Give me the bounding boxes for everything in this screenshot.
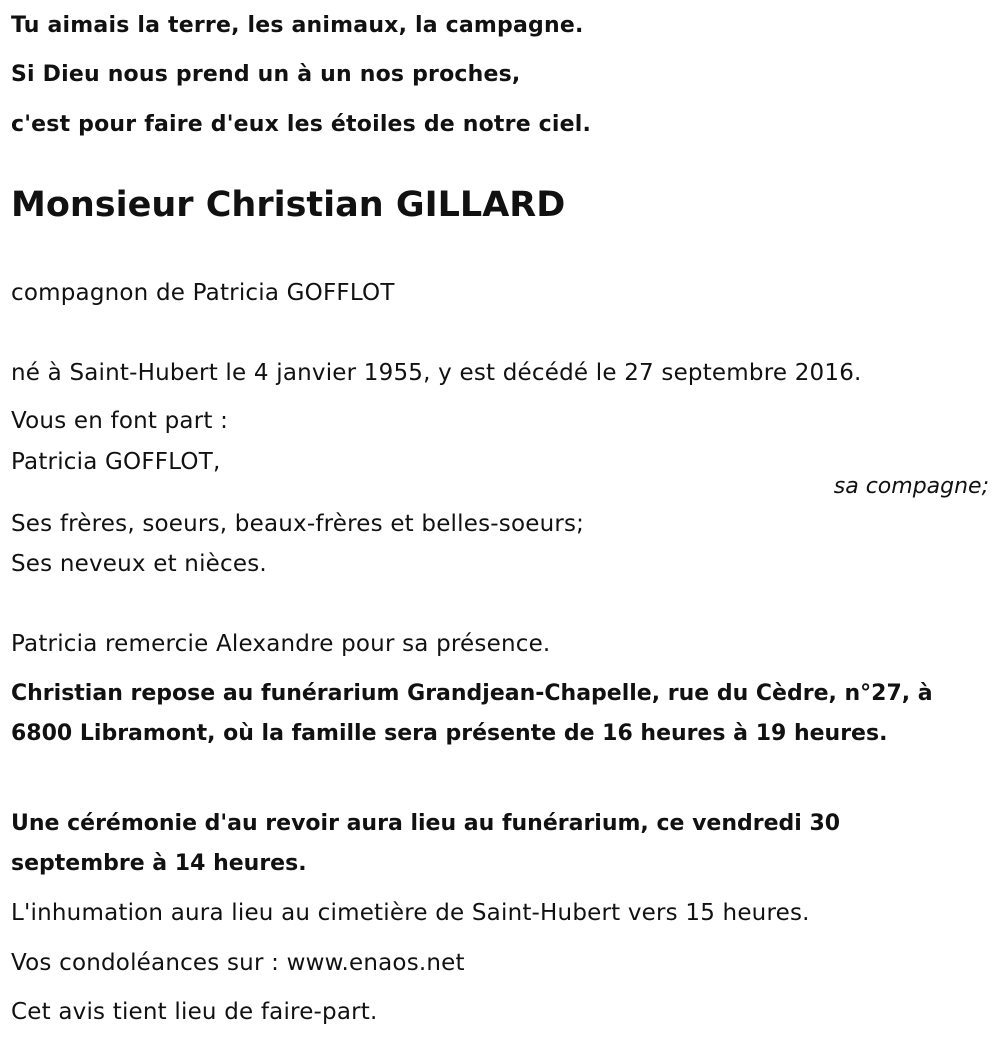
burial-details: L'inhumation aura lieu au cimetière de Saint-Hubert vers 15 heures. [11, 900, 810, 926]
condolences-text: Vos condoléances sur : www.enaos.net [11, 950, 465, 976]
poem-line-3: c'est pour faire d'eux les étoiles de notre ciel. [11, 112, 592, 137]
thanks-text: Patricia remercie Alexandre pour sa présence. [11, 631, 551, 657]
partner-name: Patricia GOFFLOT, [11, 449, 221, 475]
notice-text: Cet avis tient lieu de faire-part. [11, 999, 378, 1025]
relation-text: compagnon de Patricia GOFFLOT [11, 280, 395, 306]
poem-line-2: Si Dieu nous prend un à un nos proches, [11, 62, 521, 87]
siblings-text: Ses frères, soeurs, beaux-frères et belles-soeurs; [11, 511, 585, 537]
ceremony-details: Une cérémonie d'au revoir aura lieu au funérarium, ce vendredi 30 septembre à 14 heures. [11, 811, 841, 876]
announcers-intro: Vous en font part : [11, 408, 229, 434]
nephews-text: Ses neveux et nièces. [11, 551, 267, 577]
deceased-name: Monsieur Christian GILLARD [11, 185, 566, 225]
poem-line-1: Tu aimais la terre, les animaux, la campagne. [11, 13, 584, 38]
partner-role: sa compagne; [833, 474, 989, 499]
birth-death-text: né à Saint-Hubert le 4 janvier 1955, y est décédé le 27 septembre 2016. [11, 360, 862, 386]
rest-details: Christian repose au funérarium Grandjean-Chapelle, rue du Cèdre, n°27, à 6800 Libramont, où la famille sera présente de 16 heures à 19 heures. [11, 681, 933, 746]
obituary-notice [11, 0, 991, 1048]
